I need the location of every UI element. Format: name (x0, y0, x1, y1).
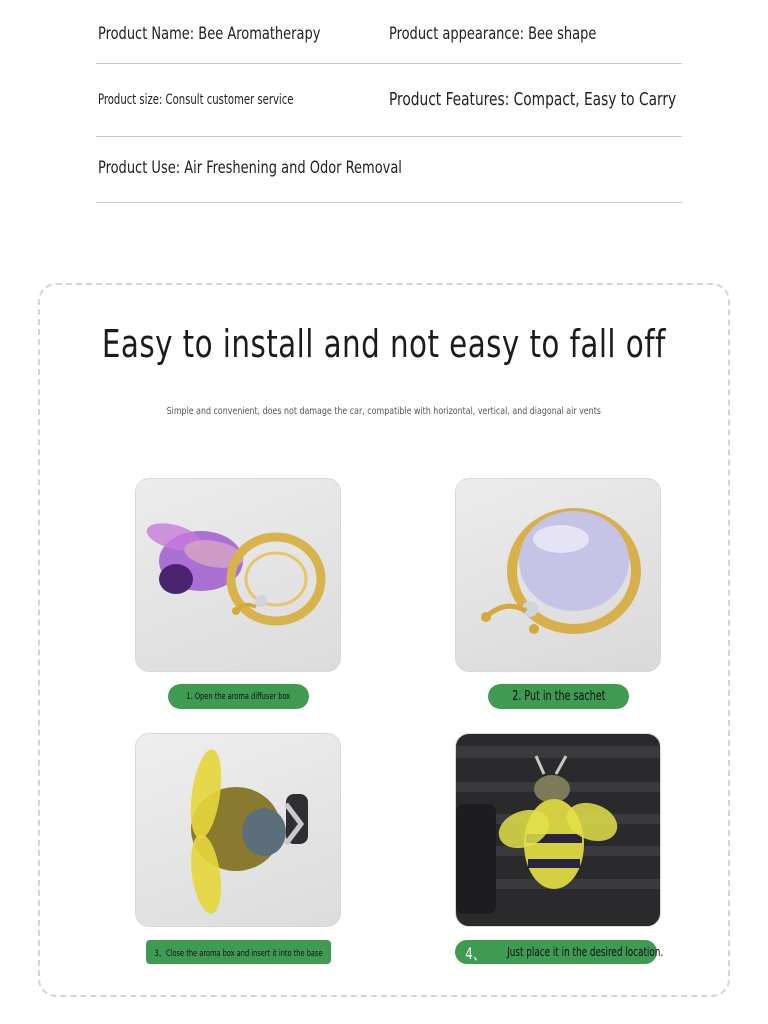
yellow-bee-side-icon (136, 734, 341, 927)
step-4-number: 4、 (465, 943, 486, 963)
clear-dome-icon (456, 479, 661, 672)
step-1-label: 1. Open the aroma diffuser box (168, 684, 309, 709)
section-title: Easy to install and not easy to fall off (102, 322, 666, 366)
section-subtitle: Simple and convenient, does not damage the car, compatible with horizontal, vertical, and diagonal air vents (166, 406, 602, 417)
step-4-label: 4、 Just place it in the desired location. (455, 940, 657, 964)
step-1-image (135, 478, 341, 672)
step-3-label: 3、Close the aroma box and insert it into the base (146, 940, 331, 964)
spec-product-features: Product Features: Compact, Easy to Carry (389, 89, 677, 110)
purple-bee-icon (136, 479, 341, 672)
step-2-label: 2. Put in the sachet (488, 684, 629, 709)
step-2-image (455, 478, 661, 672)
spec-product-name: Product Name: Bee Aromatherapy (98, 24, 321, 44)
spec-product-use: Product Use: Air Freshening and Odor Removal (98, 158, 402, 178)
spec-product-size: Product size: Consult customer service (98, 92, 294, 108)
step-4-image (455, 733, 661, 927)
spec-product-appearance: Product appearance: Bee shape (389, 24, 597, 44)
step-3-image (135, 733, 341, 927)
car-vent-bee-icon (456, 734, 661, 927)
